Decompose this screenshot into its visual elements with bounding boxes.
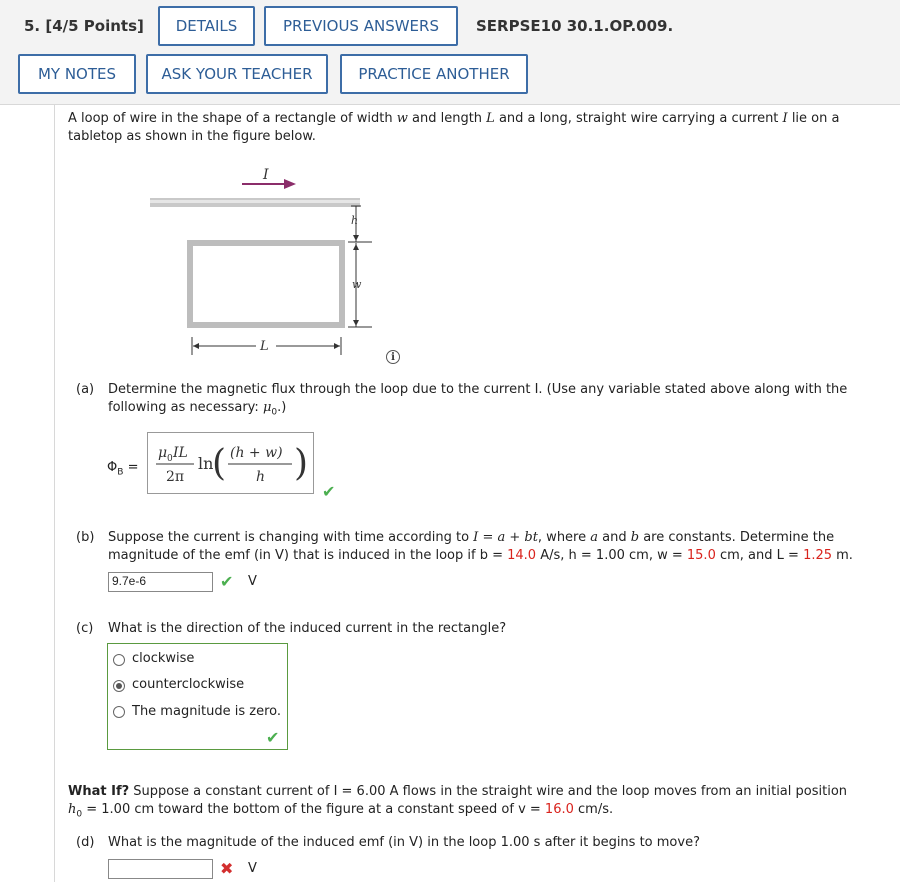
- previous-answers-button[interactable]: PREVIOUS ANSWERS: [264, 6, 458, 46]
- current-arrow-head: [284, 179, 296, 189]
- svg-text:): ): [294, 443, 309, 484]
- part-d-question: What is the magnitude of the induced emf (in V) in the loop 1.00 s after it begins to move?: [108, 835, 700, 850]
- intro-text: A loop of wire in the shape of a rectangle of width w and length L and a long, straight wire carrying a current I lie on a tabletop as shown in the figure below.: [68, 111, 840, 144]
- question-header: [0, 0, 900, 105]
- L-label: L: [260, 339, 269, 354]
- option-clockwise-label[interactable]: clockwise: [132, 651, 195, 666]
- radio-zero[interactable]: [113, 706, 125, 718]
- option-zero-label[interactable]: The magnitude is zero.: [132, 704, 282, 719]
- points-label: 5. [4/5 Points]: [24, 17, 144, 35]
- part-d-incorrect-icon: ✖: [220, 859, 234, 878]
- part-d-answer-input[interactable]: [108, 859, 213, 879]
- part-b-correct-icon: ✔: [220, 572, 234, 591]
- part-c-options-box: [107, 643, 288, 750]
- radio-clockwise[interactable]: [113, 654, 125, 666]
- svg-text:μ: μ: [158, 445, 168, 461]
- radio-counterclockwise[interactable]: [113, 680, 125, 692]
- part-b-question: Suppose the current is changing with time according to I = a + bt, where a and b are constants. Determine the magnitude of the emf (in V) that is induced in the loop if b = 14.0 A/s, h = 1.00 cm, w = 15.0 cm, and L = 1.25 m.: [108, 530, 853, 563]
- content-left-rule: [54, 104, 55, 882]
- svg-text:(: (: [212, 443, 227, 484]
- part-c-question: What is the direction of the induced current in the rectangle?: [108, 621, 507, 636]
- w-label: w: [352, 278, 362, 291]
- part-c-label: (c): [76, 621, 94, 636]
- h-label: h: [351, 214, 359, 227]
- current-label: I: [263, 167, 269, 183]
- part-b-answer-input[interactable]: 9.7e-6: [108, 572, 213, 592]
- part-b-unit: V: [248, 574, 257, 589]
- part-d-unit: V: [248, 861, 257, 876]
- part-c-correct-icon: ✔: [266, 728, 280, 747]
- loop-figure: [150, 160, 430, 375]
- svg-text:ln: ln: [198, 454, 214, 473]
- part-d-label: (d): [76, 835, 95, 850]
- practice-another-button[interactable]: PRACTICE ANOTHER: [340, 54, 528, 94]
- svg-text:IL: IL: [173, 445, 188, 461]
- info-icon[interactable]: i: [386, 350, 400, 364]
- my-notes-button[interactable]: MY NOTES: [18, 54, 136, 94]
- problem-code: SERPSE10 30.1.OP.009.: [476, 17, 674, 35]
- phi-label: $\Phi_B$ =: [107, 460, 139, 478]
- svg-text:(h + w): (h + w): [230, 445, 283, 461]
- ask-teacher-button[interactable]: ASK YOUR TEACHER: [146, 54, 328, 94]
- whatif-text: What If? Suppose a constant current of I = 6.00 A flows in the straight wire and the loop moves from an initial position $h_0 = 1.00$ cm toward the bottom of the figure at a constant speed of v = 16.0 cm/s.: [68, 784, 848, 820]
- svg-text:h: h: [256, 469, 266, 485]
- details-button[interactable]: DETAILS: [158, 6, 255, 46]
- svg-text:0: 0: [167, 454, 173, 464]
- flux-formula: [148, 433, 313, 493]
- part-a-label: (a): [76, 382, 95, 397]
- option-counterclockwise-label[interactable]: counterclockwise: [132, 677, 245, 692]
- part-a-question: Determine the magnetic flux through the loop due to the current I. (Use any variable stated above along with the following as necessary: $\mu_0$.): [108, 382, 848, 418]
- part-a-correct-icon: ✔: [322, 482, 336, 501]
- part-b-label: (b): [76, 530, 95, 545]
- part-a-answer-box[interactable]: [147, 432, 314, 494]
- svg-text:2π: 2π: [166, 469, 185, 485]
